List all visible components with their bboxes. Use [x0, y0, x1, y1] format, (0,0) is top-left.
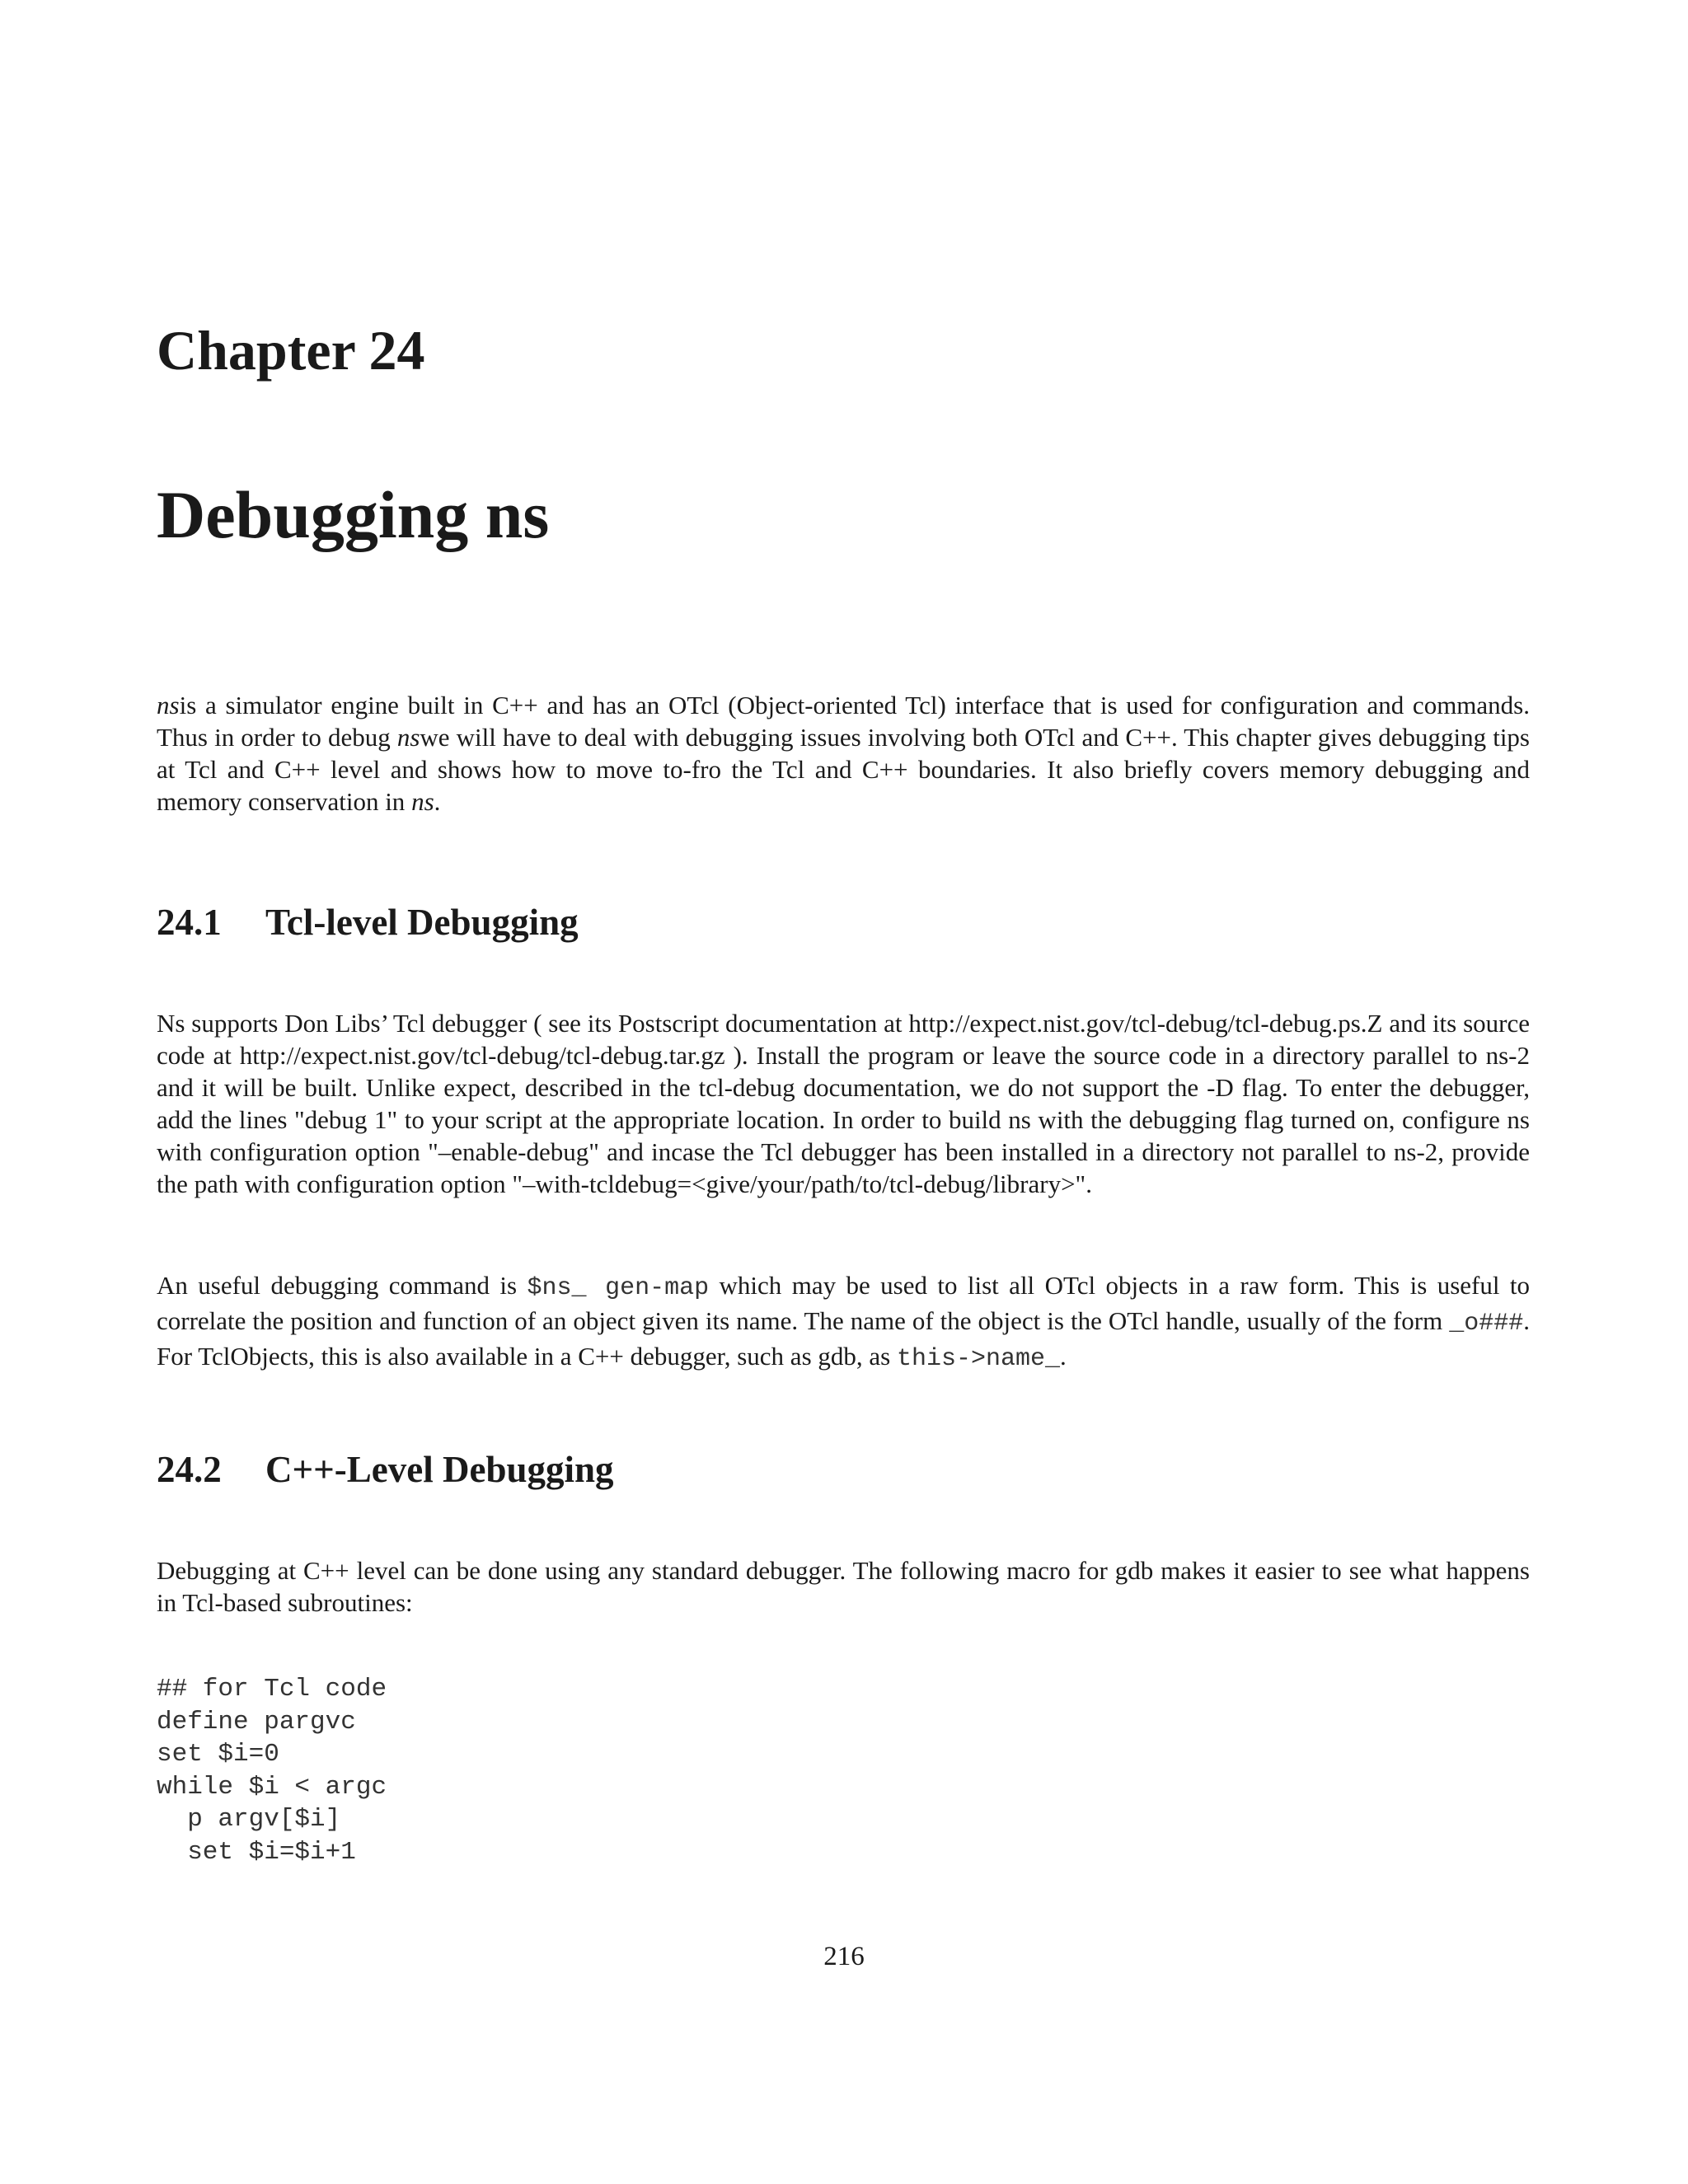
cpp-debugging-paragraph: Debugging at C++ level can be done using any standard debugger. The following macro for gdb makes it easier to see what happens in Tcl-based subroutines: [157, 1556, 1530, 1617]
intro-text-3: . [434, 787, 441, 816]
inline-code: $ns_ gen-map [527, 1274, 710, 1302]
section-title: C++-Level Debugging [265, 1449, 614, 1490]
intro-text-1: is a simulator engine built in C++ and has an OTcl (Object-oriented Tcl) interface that is used for configuration and commands. Thus in order to debug [157, 691, 1530, 752]
section-title: Tcl-level Debugging [265, 902, 579, 943]
intro-text-2: we will have to deal with debugging issues involving both OTcl and C++. This chapter gives debugging tips at Tcl and C++ level and shows how to move to-fro the Tcl and C++ boundaries. It also briefly covers memory debugging and memory conservation in [157, 723, 1530, 816]
inline-code: this->name_ [896, 1345, 1061, 1373]
page-number: 216 [823, 1942, 865, 1971]
chapter-label: Chapter 24 [157, 319, 425, 382]
inline-code: _o### [1449, 1310, 1524, 1338]
ns-term: ns [411, 787, 434, 816]
section-number: 24.2 [157, 1449, 222, 1490]
ns-term: ns [396, 723, 420, 752]
gen-map-paragraph: An useful debugging command is $ns_ gen-map which may be used to list all OTcl objects in a raw form. This is useful to correlate the position and function of an object given its name. The name of the object is the OTcl handle, usually of the form _o###. For TclObjects, this is also available in a C++ debugger, such as gdb, as this->name_. [157, 1271, 1530, 1373]
section-number: 24.1 [157, 902, 222, 943]
section-heading-tcl-debugging [157, 900, 579, 944]
chapter-title: Debugging ns [157, 477, 550, 552]
ns-term: ns [157, 691, 180, 719]
tcl-debugger-paragraph: Ns supports Don Libs’ Tcl debugger ( see its Postscript documentation at http://expect.nist.gov/tcl-debug/tcl-debug.ps.Z and its source code at http://expect.nist.gov/tcl-debug/tcl-debug.tar.gz ). Install the program or leave the source code in a directory parallel to ns-2 and it will be built. Unlike expect, described in the tcl-debug documentation, we do not support the -D flag. To enter the debugger, add the lines "debug 1" to your script at the appropriate location. In order to build ns with the debugging flag turned on, configure ns with configuration option "–enable-debug" and incase the Tcl debugger has been installed in a directory not parallel to ns-2, provide the path with configuration option "–with-tcldebug=<give/your/path/to/tcl-debug/library>". [157, 1009, 1530, 1198]
gdb-macro-code-block: ## for Tcl code define pargvc set $i=0 while $i < argc p argv[$i] set $i=$i+1 [157, 1675, 387, 1867]
intro-paragraph [157, 689, 1530, 818]
section-heading-cpp-debugging [157, 1447, 614, 1492]
